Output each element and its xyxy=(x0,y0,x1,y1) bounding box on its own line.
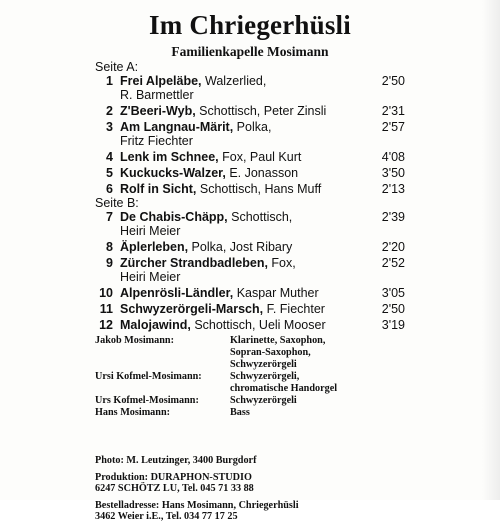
musician-instrument: Schwyzerörgeli, xyxy=(230,371,300,382)
track-info: Schottisch, Ueli Mooser xyxy=(190,318,326,332)
track-duration: 3'50 xyxy=(381,166,405,180)
track-text xyxy=(120,120,390,148)
track-text xyxy=(120,256,390,284)
track-number: 10 xyxy=(99,286,113,300)
track-title: Äplerleben, xyxy=(120,240,189,254)
album-title: Im Chriegerhüsli xyxy=(149,10,351,40)
track-number: 4 xyxy=(106,150,113,164)
edge-shadow xyxy=(482,0,500,500)
musician-instrument: Sopran-Saxophon, xyxy=(230,347,311,358)
track-number: 12 xyxy=(99,318,113,332)
track-title: Zürcher Strandbadleben, xyxy=(120,256,268,270)
track-info-continued: Fritz Fiechter xyxy=(120,134,193,148)
track-duration: 3'05 xyxy=(381,286,405,300)
track-title: Malojawind, xyxy=(120,318,191,332)
track-duration: 2'13 xyxy=(381,182,405,196)
track-text xyxy=(120,240,390,254)
track-info-continued: Heiri Meier xyxy=(120,224,181,238)
track-text xyxy=(120,150,390,164)
track-info-continued: R. Barmettler xyxy=(120,88,194,102)
track-duration: 2'50 xyxy=(381,302,405,316)
credit-row xyxy=(95,407,405,419)
track-text xyxy=(120,302,390,316)
track-info-continued: Heiri Meier xyxy=(120,270,181,284)
side-b-label: Seite B: xyxy=(95,196,139,210)
track-info: E. Jonasson xyxy=(225,166,299,180)
track-title: De Chabis-Chäpp, xyxy=(120,210,228,224)
track-duration: 2'50 xyxy=(381,74,405,88)
credit-row xyxy=(95,371,405,383)
track-duration: 4'08 xyxy=(381,150,405,164)
track-duration: 2'57 xyxy=(381,120,405,134)
track-number: 1 xyxy=(106,74,113,88)
track-duration: 2'31 xyxy=(381,104,405,118)
artist-name: Familienkapelle Mosimann xyxy=(171,44,329,59)
track-text xyxy=(120,318,390,332)
track-number: 7 xyxy=(106,210,113,224)
credit-row xyxy=(95,383,405,395)
track-number: 2 xyxy=(106,104,113,118)
footer-info xyxy=(95,455,415,523)
track-info: Schottisch, Hans Muff xyxy=(196,182,322,196)
musician-name: Jakob Mosimann: xyxy=(95,335,174,346)
track-number: 8 xyxy=(106,240,113,254)
credit-row xyxy=(95,395,405,407)
track-duration: 3'19 xyxy=(381,318,405,332)
side-a-label: Seite A: xyxy=(95,60,139,74)
track-number: 11 xyxy=(99,302,113,316)
track-title: Frei Alpeläbe, xyxy=(120,74,202,88)
track-text xyxy=(120,166,390,180)
track-info: F. Fiechter xyxy=(263,302,325,316)
track-text xyxy=(120,74,390,102)
order-address-line-1: Bestelladresse: Hans Mosimann, Chriegerhüsli xyxy=(95,499,299,511)
track-title: Am Langnau-Märit, xyxy=(120,120,234,134)
credit-row xyxy=(95,359,405,371)
track-title: Lenk im Schnee, xyxy=(120,150,219,164)
musician-instrument: Klarinette, Saxophon, xyxy=(230,335,326,346)
musician-instrument: Schwyzerörgeli xyxy=(230,359,297,370)
track-text xyxy=(120,182,390,196)
track-title: Kuckucks-Walzer, xyxy=(120,166,226,180)
musician-instrument: Bass xyxy=(230,407,250,418)
track-duration: 2'39 xyxy=(381,210,405,224)
track-text xyxy=(120,104,390,118)
track-title: Alpenrösli-Ländler, xyxy=(120,286,234,300)
track-duration: 2'20 xyxy=(381,240,405,254)
credit-row xyxy=(95,335,405,347)
track-number: 5 xyxy=(106,166,113,180)
musician-instrument: Schwyzerörgeli xyxy=(230,395,297,406)
track-info: Polka, xyxy=(233,120,272,134)
track-number: 6 xyxy=(106,182,113,196)
production-line-2: 6247 SCHÖTZ LU, Tel. 045 71 33 88 xyxy=(95,483,254,494)
track-number: 3 xyxy=(106,120,113,134)
track-text xyxy=(120,210,390,238)
photo-credit: Photo: M. Leutzinger, 3400 Burgdorf xyxy=(95,455,257,466)
track-info: Kaspar Muther xyxy=(233,286,319,300)
track-number: 9 xyxy=(106,256,113,270)
musician-name: Ursi Kofmel-Mosimann: xyxy=(95,371,202,382)
credit-row xyxy=(95,347,405,359)
musician-name: Urs Kofmel-Mosimann: xyxy=(95,395,199,406)
track-text xyxy=(120,286,390,300)
track-info: Polka, Jost Ribary xyxy=(188,240,293,254)
musician-instrument: chromatische Handorgel xyxy=(230,383,338,394)
track-info: Walzerlied, xyxy=(201,74,267,88)
production-line-1: Produktion: DURAPHON-STUDIO xyxy=(95,471,252,483)
track-duration: 2'52 xyxy=(381,256,405,270)
track-title: Z'Beeri-Wyb, xyxy=(120,104,196,118)
track-info: Schottisch, Peter Zinsli xyxy=(195,104,327,118)
order-address-line-2: 3462 Weier i.E., Tel. 034 77 17 25 xyxy=(95,511,238,522)
track-info: Fox, xyxy=(267,256,296,270)
track-info: Fox, Paul Kurt xyxy=(218,150,302,164)
track-info: Schottisch, xyxy=(227,210,293,224)
musician-credits xyxy=(95,335,405,419)
track-title: Rolf in Sicht, xyxy=(120,182,197,196)
musician-name: Hans Mosimann: xyxy=(95,407,171,418)
track-title: Schwyzerörgeli-Marsch, xyxy=(120,302,264,316)
